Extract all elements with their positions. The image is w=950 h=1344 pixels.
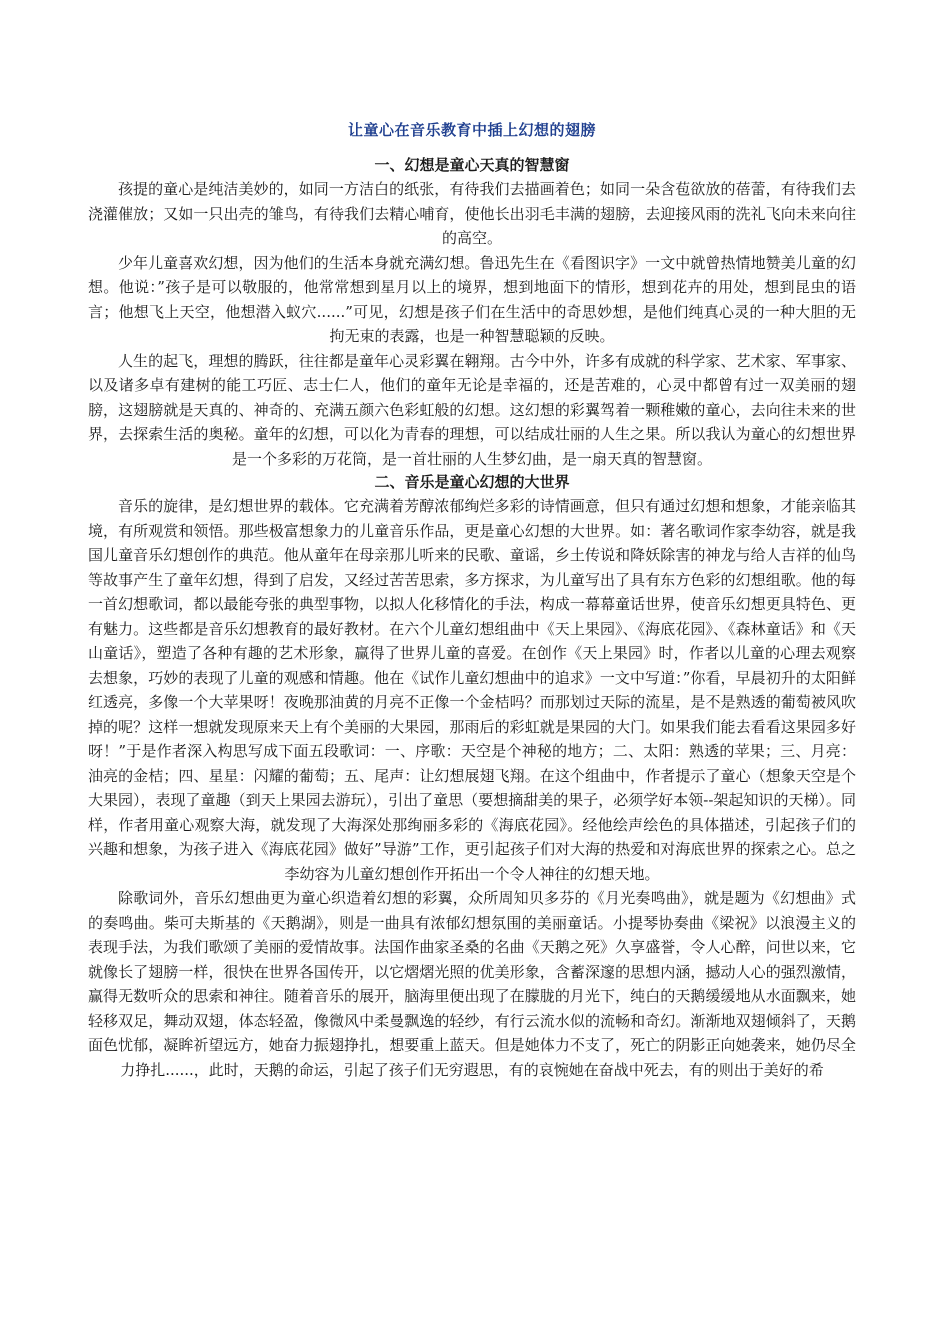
section-1 [88, 154, 856, 471]
section-heading: 二、音乐是童心幻想的大世界 [374, 473, 570, 491]
paragraph: 孩提的童心是纯洁美妙的，如同一方洁白的纸张，有待我们去描画着色；如同一朵含苞欲放的蓓蕾，有待我们去浇灌催放；又如一只出壳的雏鸟，有待我们去精心哺育，使他长出羽毛丰满的翅膀，去迎接风雨的洗礼飞向未来向往的高空。 [88, 180, 856, 247]
paragraph: 人生的起飞，理想的腾跃，往往都是童年心灵彩翼在翱翔。古今中外，许多有成就的科学家、艺术家、军事家、以及诸多卓有建树的能工巧匠、志士仁人，他们的童年无论是幸福的，还是苦难的，心灵中都曾有过一双美丽的翅膀，这翅膀就是天真的、神奇的、充满五颜六色彩虹般的幻想。这幻想的彩翼驾着一颗稚嫩的童心，去向往未来的世界，去探索生活的奥秘。童年的幻想，可以化为青春的理想，可以结成壮丽的人生之果。所以我认为童心的幻想世界是一个多彩的万花筒，是一首壮丽的人生梦幻曲，是一扇天真的智慧窗。 [88, 351, 856, 468]
paragraph: 少年儿童喜欢幻想，因为他们的生活本身就充满幻想。鲁迅先生在《看图识字》一文中就曾热情地赞美儿童的幻想。他说：”孩子是可以敬服的，他常常想到星月以上的境界，想到地面下的情形，想到花卉的用处，想到昆虫的语言；他想飞上天空，他想潜入蚁穴......”可见，幻想是孩子们在生活中的奇思妙想，是他们纯真心灵的一种大胆的无拘无束的表露，也是一种智慧聪颖的反映。 [88, 253, 856, 345]
section-2 [88, 471, 856, 1082]
section-heading: 一、幻想是童心天真的智慧窗 [374, 156, 570, 174]
paragraph: 除歌词外，音乐幻想曲更为童心织造着幻想的彩翼，众所周知贝多芬的《月光奏鸣曲》，就是题为《幻想曲》式的奏鸣曲。柴可夫斯基的《天鹅湖》，则是一曲具有浓郁幻想氛围的美丽童话。小提琴协奏曲《梁祝》以浪漫主义的表现手法，为我们歌颂了美丽的爱情故事。法国作曲家圣桑的名曲《天鹅之死》久享盛誉，令人心醉，问世以来，它就像长了翅膀一样，很快在世界各国传开，以它熠熠光照的优美形象，含蓄深邃的思想内涵，撼动人心的强烈激情，赢得无数听众的思索和神往。随着音乐的展开，脑海里便出现了在朦胧的月光下，纯白的天鹅缓缓地从水面飘来，她轻移双足，舞动双翅，体态轻盈，像微风中柔曼飘逸的轻纱，有行云流水似的流畅和奇幻。渐渐地双翅倾斜了，天鹅面色忧郁，凝眸祈望远方，她奋力振翅挣扎，想要重上蓝天。但是她体力不支了，死亡的阴影正向她袭来，她仍尽全力挣扎......，此时，天鹅的命运，引起了孩子们无穷遐思，有的哀惋她在奋战中死去，有的则出于美好的希 [88, 889, 856, 1079]
document-title: 让童心在音乐教育中插上幻想的翅膀 [347, 121, 596, 139]
document-page [88, 0, 856, 1344]
paragraph: 音乐的旋律，是幻想世界的载体。它充满着芳醇浓郁绚烂多彩的诗情画意，但只有通过幻想和想象，才能亲临其境，有所观赏和领悟。那些极富想象力的儿童音乐作品，更是童心幻想的大世界。如：著名歌词作家李幼容，就是我国儿童音乐幻想创作的典范。他从童年在母亲那儿听来的民歌、童谣，乡土传说和降妖除害的神龙与给人吉祥的仙鸟等故事产生了童年幻想，得到了启发，又经过苦苦思索，多方探求，为儿童写出了具有东方色彩的幻想组歌。他的每一首幻想歌词，都以最能夸张的典型事物，以拟人化移情化的手法，构成一幕幕童话世界，使音乐幻想更具特色、更有魅力。这些都是音乐幻想教育的最好教材。在六个儿童幻想组曲中《天上果园》、《海底花园》、《森林童话》和《天山童话》，塑造了各种有趣的艺术形象，赢得了世界儿童的喜爱。在创作《天上果园》时，作者以儿童的心理去观察去想象，巧妙的表现了儿童的观感和情趣。他在《试作儿童幻想曲中的追求》一文中写道：”你看，早晨初升的太阳鲜红透亮，多像一个大苹果呀！夜晚那油黄的月亮不正像一个金桔吗？而那划过天际的流星，是不是熟透的葡萄被风吹掉的呢？这样一想就发现原来天上有个美丽的大果园，那雨后的彩虹就是果园的大门。如果我们能去看看这果园多好呀！”于是作者深入构思写成下面五段歌词：一、序歌：天空是个神秘的地方；二、太阳：熟透的苹果；三、月亮：油亮的金桔；四、星星：闪耀的葡萄；五、尾声：让幻想展翅飞翔。在这个组曲中，作者提示了童心（想象天空是个大果园），表现了童趣（到天上果园去游玩），引出了童思（要想摘甜美的果子，必须学好本领--架起知识的天梯）。同样，作者用童心观察大海，就发现了大海深处那绚丽多彩的《海底花园》。经他绘声绘色的具体描述，引起孩子们的兴趣和想象，为孩子进入《海底花园》做好”导游”工作，更引起孩子们对大海的热爱和对海底世界的探索之心。总之李幼容为儿童幻想创作开拓出一个令人神往的幻想天地。 [88, 497, 856, 883]
